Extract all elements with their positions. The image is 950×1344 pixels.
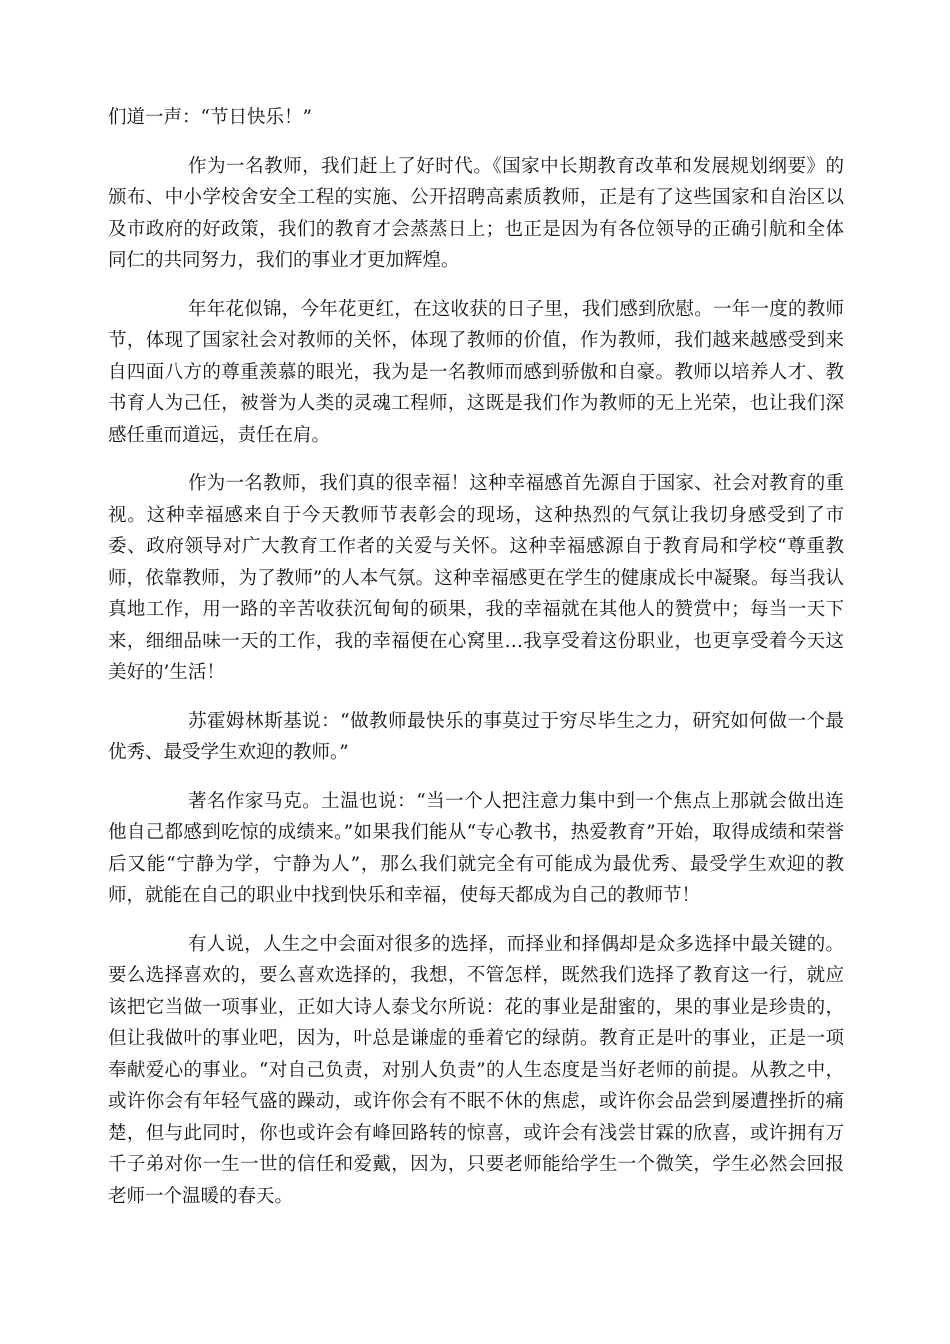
paragraph-1: 们道一声：“节日快乐！” bbox=[108, 107, 312, 128]
paragraph-2: 作为一名教师，我们赶上了好时代。《国家中长期教育改革和发展规划纲要》的颁布、中小学校舍安全工程的实施、公开招聘高素质教师，正是有了这些国家和自治区以及市政府的好政策，我们的教育才会蒸蒸日上；也正是因为有各位领导的正确引航和全体同仁的共同努力，我们的事业才更加辉煌。 bbox=[108, 155, 844, 271]
paragraph-7: 有人说，人生之中会面对很多的选择，而择业和择偶却是众多选择中最关键的。要么选择喜欢的，要么喜欢选择的，我想，不管怎样，既然我们选择了教育这一行，就应该把它当做一项事业，正如大诗人泰戈尔所说：花的事业是甜蜜的，果的事业是珍贵的，但让我做叶的事业吧，因为，叶总是谦虚的垂着它的绿荫。教育正是叶的事业，正是一项奉献爱心的事业。“对自己负责，对别人负责”的人生态度是当好老师的前提。从教之中，或许你会有年轻气盛的躁动，或许你会有不眠不休的焦虑，或许你会品尝到屡遭挫折的痛楚，但与此同时，你也或许会有峰回路转的惊喜，或许会有浅尝甘霖的欣喜，或许拥有万千子弟对你一生一世的信任和爱戴，因为，只要老师能给学生一个微笑，学生必然会回报老师一个温暖的春天。 bbox=[108, 933, 844, 1207]
document-body bbox=[108, 102, 844, 1229]
paragraph-3: 年年花似锦，今年花更红，在这收获的日子里，我们感到欣慰。一年一度的教师节，体现了国家社会对教师的关怀，体现了教师的价值，作为教师，我们越来越感受到来自四面八方的尊重羡慕的眼光，我为是一名教师而感到骄傲和自豪。教师以培养人才、教书育人为己任，被誉为人类的灵魂工程师，这既是我们作为教师的无上光荣，也让我们深感任重而道远，责任在肩。 bbox=[108, 298, 844, 446]
paragraph-4: 作为一名教师，我们真的很幸福！这种幸福感首先源自于国家、社会对教育的重视。这种幸福感来自于今天教师节表彰会的现场，这种热烈的气氛让我切身感受到了市委、政府领导对广大教育工作者的关爱与关怀。这种幸福感源自于教育局和学校“尊重教师，依靠教师，为了教师”的人本气氛。这种幸福感更在学生的健康成长中凝聚。每当我认真地工作，用一路的辛苦收获沉甸甸的硕果，我的幸福就在其他人的赞赏中；每当一天下来，细细品味一天的工作，我的幸福便在心窝里…我享受着这份职业，也更享受着今天这美好的’生活！ bbox=[108, 473, 844, 683]
paragraph-6: 著名作家马克。土温也说：“当一个人把注意力集中到一个焦点上那就会做出连他自己都感到吃惊的成绩来。”如果我们能从“专心教书，热爱教育”开始，取得成绩和荣誉后又能“宁静为学，宁静为人”，那么我们就完全有可能成为最优秀、最受学生欢迎的教师，就能在自己的职业中找到快乐和幸福，使每天都成为自己的教师节！ bbox=[108, 790, 844, 906]
paragraph-5: 苏霍姆林斯基说：“做教师最快乐的事莫过于穷尽毕生之力，研究如何做一个最优秀、最受学生欢迎的教师。” bbox=[108, 710, 844, 763]
